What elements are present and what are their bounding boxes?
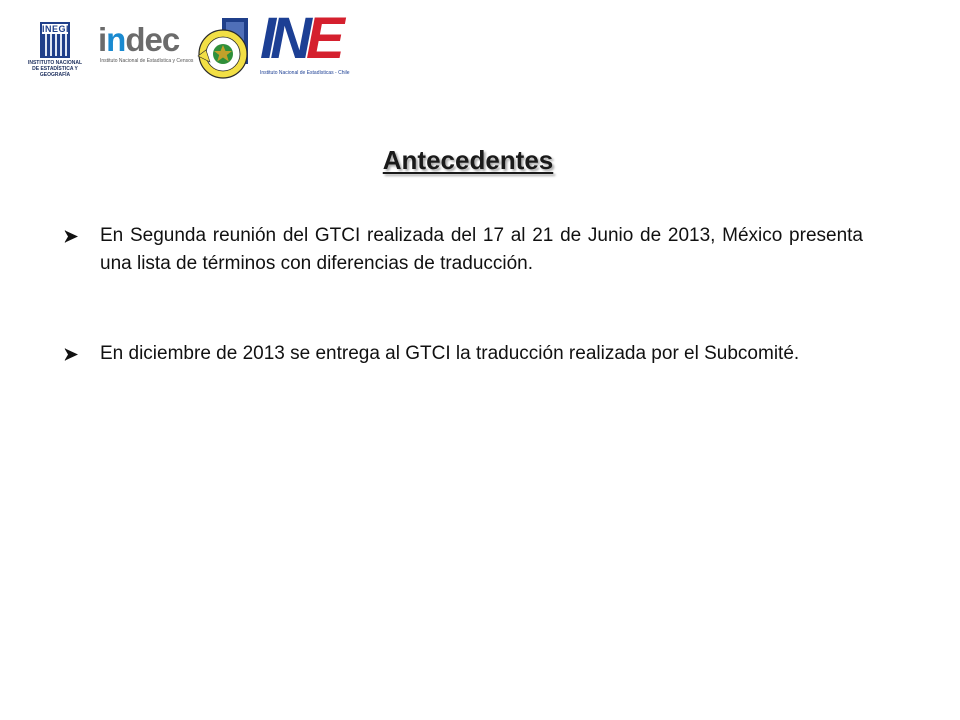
inegi-logo xyxy=(22,22,88,78)
ine-wordmark: INE xyxy=(260,6,339,71)
inegi-caption-line1: INSTITUTO NACIONAL xyxy=(27,60,83,66)
bullet-text: En Segunda reunión del GTCI realizada del 17 al 21 de Junio de 2013, México presenta una lista de términos con diferencias de traducción. xyxy=(100,225,863,274)
bullet-item xyxy=(63,222,863,278)
bullet-list xyxy=(63,222,863,368)
arrow-bullet-icon xyxy=(64,348,79,361)
seal-emblem-icon xyxy=(196,16,254,80)
ine-caption: Instituto Nacional de Estadísticas - Chile xyxy=(260,70,350,76)
inegi-caption xyxy=(22,60,88,78)
slide-title: Antecedentes xyxy=(382,145,554,175)
ine-accent-letter: E xyxy=(306,6,339,71)
indec-caption: Instituto Nacional de Estadística y Censos xyxy=(100,58,194,64)
ine-logo xyxy=(258,6,350,78)
indec-wordmark: indec xyxy=(98,21,180,58)
arrow-bullet-icon xyxy=(64,230,79,243)
inegi-wordmark: INEGI xyxy=(42,24,70,34)
indec-accent-letter: n xyxy=(106,21,126,58)
inegi-caption-line2: DE ESTADÍSTICA Y GEOGRAFÍA xyxy=(32,66,78,78)
seal-logo xyxy=(196,16,254,80)
bullet-item xyxy=(63,340,863,368)
logo-bar xyxy=(0,0,960,90)
indec-logo xyxy=(98,21,194,66)
bullet-text: En diciembre de 2013 se entrega al GTCI la traducción realizada por el Subcomité. xyxy=(100,343,800,364)
